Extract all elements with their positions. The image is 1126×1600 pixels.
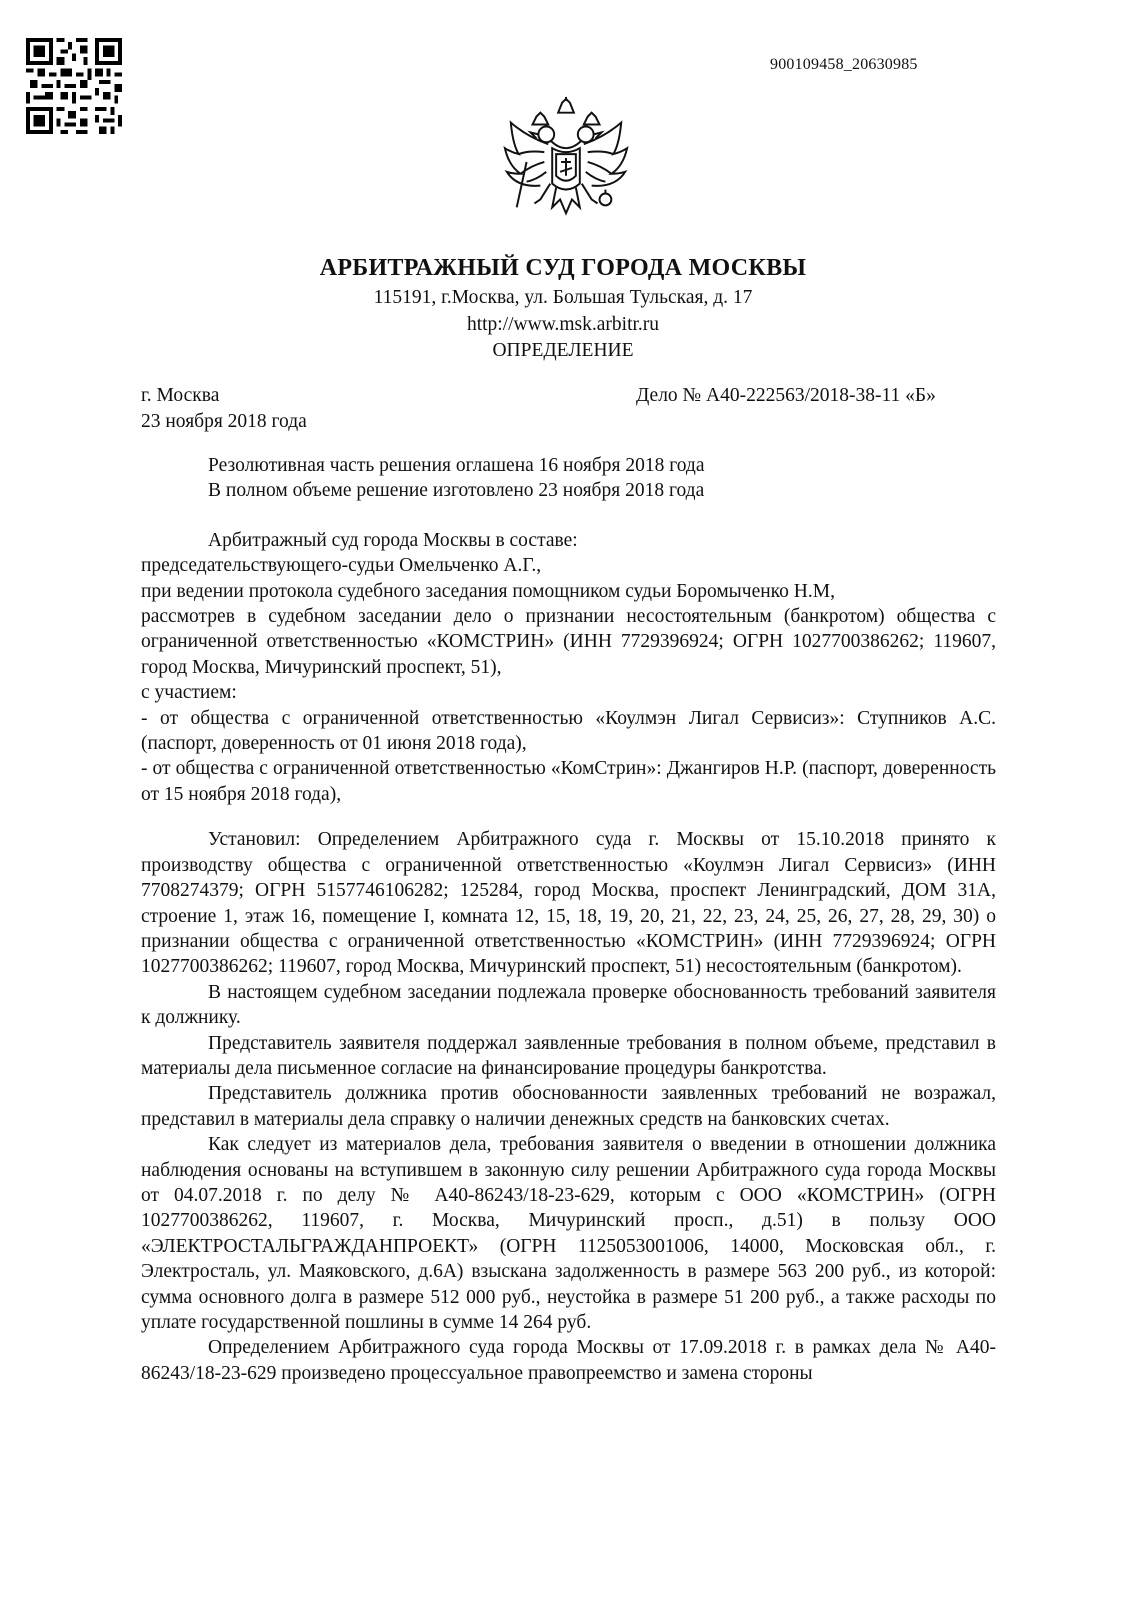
full-decision-date-line: В полном объеме решение изготовлено 23 ноября 2018 года [208,480,705,502]
document-date: 23 ноября 2018 года [141,411,307,432]
city: г. Москва [141,385,220,406]
document-body [141,453,996,1386]
composition-participant: - от общества с ограниченной ответственностью «Коулмэн Лигал Сервисиз»: Ступников А.С. (паспорт, доверенность от 01 июня 2018 года), [141,707,996,755]
composition-participant: - от общества с ограниченной ответственностью «КомСтрин»: Джангиров Н.Р. (паспорт, доверенность от 15 ноября 2018 года), [141,758,996,805]
resolution-date-line: Резолютивная часть решения оглашена 16 ноября 2018 года [208,455,705,476]
coat-of-arms-emblem-icon [497,96,635,226]
qr-code-icon [26,38,122,134]
court-address: 115191, г.Москва, ул. Большая Тульская, д. 17 [373,287,753,308]
established-paragraph: Представитель должника против обоснованности заявленных требований не возражал, представил в материалы дела справку о наличии денежных средств на банковских счетах. [141,1083,996,1130]
case-number: Дело № А40-222563/2018-38-11 «Б» [636,385,936,406]
composition-participants-label: с участием: [141,682,237,704]
established-paragraph: Определением Арбитражного суда города Москвы от 17.09.2018 г. в рамках дела № А40-86243/18-23-629 произведено процессуальное правопреемство и замена стороны [141,1337,996,1384]
established-paragraph: Установил: Определением Арбитражного суда г. Москвы от 15.10.2018 принято к производству общества с ограниченной ответственностью «Коулмэн Лигал Сервисиз» (ИНН 7708274379; ОГРН 5157746106282; 125284, город Москва, проспект Ленинградский, ДОМ 31А, строение 1, этаж 16, помещение I, комната 12, 15, 18, 19, 20, 21, 22, 23, 24, 25, 26, 27, 28, 29, 30) о признании общества с ограниченной ответственностью «КОМСТРИН» (ИНН 7729396924; ОГРН 1027700386262; 119607, город Москва, Мичуринский проспект, 51) несостоятельным (банкротом). [141,829,996,978]
established-paragraph: Как следует из материалов дела, требования заявителя о введении в отношении должника наблюдения основаны на вступившем в законную силу решении Арбитражного суда города Москвы от 04.07.2018 г. по делу № А40-86243/18-23-629, которым с ООО «КОМСТРИН» (ОГРН 1027700386262, 119607, г. Москва, Мичуринский просп., д.51) в пользу ООО «ЭЛЕКТРОСТАЛЬГРАЖДАНПРОЕКТ» (ОГРН 1125053001006, 14000, Московская обл., г. Электросталь, ул. Маяковского, д.6А) взыскана задолженность в размере 563 200 руб., из которой: сумма основного долга в размере 512 000 руб., неустойка в размере 51 200 руб., а также расходы по уплате государственной пошлины в сумме 14 264 руб. [141,1134,996,1333]
composition-judge: председательствующего-судьи Омельченко А.Г., [141,555,542,577]
court-website: http://www.msk.arbitr.ru [466,314,660,335]
composition-protocol: при ведении протокола судебного заседания помощником судьи Боромыченко Н.М, [141,580,835,602]
composition-case-description: рассмотрев в судебном заседании дело о признании несостоятельным (банкротом) общества с ограниченной ответственностью «КОМСТРИН» (ИНН 7729396924; ОГРН 1027700386262; 119607, город Москва, Мичуринский проспект, 51), [141,606,996,678]
document-number: 900109458_20630985 [770,56,918,73]
court-name: АРБИТРАЖНЫЙ СУД ГОРОДА МОСКВЫ [319,255,807,281]
established-paragraph: Представитель заявителя поддержал заявленные требования в полном объеме, представил в материалы дела письменное согласие на финансирование процедуры банкротства. [141,1032,996,1079]
composition-paragraph: Арбитражный суд города Москвы в составе: [208,529,578,551]
document-type: ОПРЕДЕЛЕНИЕ [492,340,634,361]
established-paragraph: В настоящем судебном заседании подлежала проверке обоснованность требований заявителя к должнику. [141,981,996,1029]
